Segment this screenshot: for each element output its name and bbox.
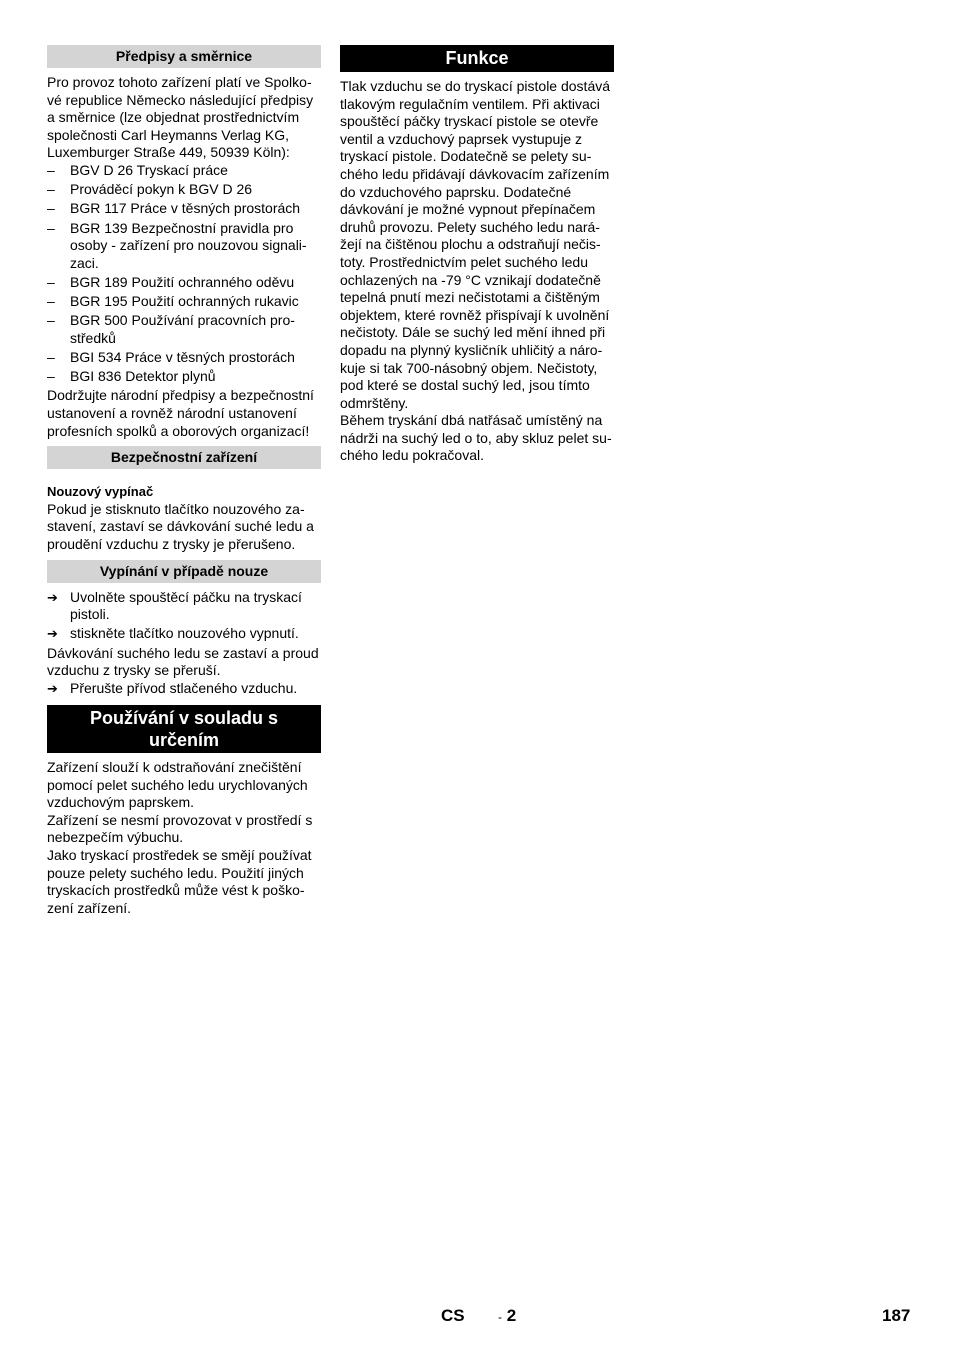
pouzivani-paragraph: Zařízení se nesmí provozovat v prostředí s nebezpečím výbuchu. bbox=[47, 811, 313, 846]
bezpecnostni-text: Pokud je stisknuto tlačítko nouzového zastavení, zastaví se dávkování suché ledu a proudění vzduchu z trysky je přerušeno. bbox=[47, 500, 314, 552]
list-item: – BGR 500 Používání pracovních prostředků bbox=[47, 312, 295, 346]
list-item: – BGI 534 Práce v těsných prostorách bbox=[47, 349, 295, 366]
vypinani-text: Dávkování suchého ledu se zastaví a proud vzduchu z trysky se přeruší. bbox=[47, 644, 319, 679]
pouzivani-paragraph: Zařízení slouží k odstraňování znečištění pomocí pelet suchého ledu urychlovaných vzduchovým paprskem. bbox=[47, 758, 308, 811]
predpisy-list bbox=[47, 162, 321, 386]
list-item: – BGR 195 Použití ochranných rukavic bbox=[47, 293, 299, 310]
section-heading-funkce: Funkce bbox=[340, 45, 614, 72]
vypinani-steps bbox=[47, 589, 321, 643]
list-item: ➔ stiskněte tlačítko nouzového vypnutí. bbox=[47, 625, 299, 642]
section-heading-vypinani: Vypínání v případě nouze bbox=[47, 560, 321, 583]
pouzivani-paragraph: Jako tryskací prostředek se smějí používat pouze pelety suchého ledu. Použití jiných tryskacích prostředků může vést k poškození zařízení. bbox=[47, 846, 312, 916]
right-column bbox=[340, 45, 614, 465]
predpisy-intro: Pro provoz tohoto zařízení platí ve Spolkové republice Německo následující předpisy a směrnice (lze objednat prostřednictvím společnosti Carl Heymanns Verlag KG, Luxemburger Straße 449, 50939 Köln): bbox=[47, 74, 314, 161]
predpisy-outro: Dodržujte národní předpisy a bezpečnostní ustanovení a rovněž národní ustanovení profesních spolků a oborových organizací! bbox=[47, 387, 314, 439]
section-heading-predpisy: Předpisy a směrnice bbox=[47, 45, 321, 68]
list-item: – BGR 189 Použití ochranného oděvu bbox=[47, 273, 295, 290]
footer-page-number: 187 bbox=[882, 1306, 911, 1325]
section-heading-pouzivani: Používání v souladu s určením bbox=[47, 705, 321, 753]
footer-section: - 2 bbox=[498, 1306, 517, 1325]
left-column bbox=[47, 45, 321, 917]
list-item: – BGR 139 Bezpečnostní pravidla pro osoby - zařízení pro nouzovou signalizaci. bbox=[47, 219, 307, 271]
list-item: ➔ Uvolněte spouštěcí páčku na tryskací pistoli. bbox=[47, 588, 302, 623]
arrow-icon: ➔ bbox=[47, 589, 58, 605]
list-item: – BGR 117 Práce v těsných prostorách bbox=[47, 200, 301, 217]
list-item: – Prováděcí pokyn k BGV D 26 bbox=[47, 181, 253, 198]
list-item: ➔ Přerušte přívod stlačeného vzduchu. bbox=[47, 679, 298, 696]
list-item: – BGI 836 Detektor plynů bbox=[47, 368, 216, 385]
arrow-icon: ➔ bbox=[47, 680, 58, 696]
list-item: – BGV D 26 Tryskací práce bbox=[47, 161, 228, 178]
funkce-paragraph: Tlak vzduchu se do tryskací pistole dostává tlakovým regulačním ventilem. Při aktivaci spouštěcí páčky tryskací pistole se otevře ventil a vzduchový paprsek vystupuje z tryskací pistole. Dodatečně se pelety suchého ledu přidávají dávkovacím zařízením do vzduchového paprsku. Dodatečné dávkování je možné vypnout přepínačem druhů provozu. Pelety suchého ledu narážejí na čištěnou plochu a odstraňují nečistoty. Prostřednictvím pelet suchého ledu ochlazených na -79 °C vznikají dodatečně tepelná pnutí mezi nečistotami a čištěným objektem, které rovněž přispívají k uvolnění nečistoty. Dále se suchý led mění ihned při dopadu na plynný kysličník uhličitý a nárokuje si tak 700-násobný objem. Nečistoty, pod které se dostal suchý led, jsou tímto odmrštěny. bbox=[340, 78, 611, 411]
vypinani-step-last bbox=[47, 680, 321, 698]
funkce-paragraph: Během tryskání dbá natřásač umístěný na nádrži na suchý led o to, aby skluz pelet suchého ledu pokračoval. bbox=[340, 412, 612, 464]
arrow-icon: ➔ bbox=[47, 626, 58, 642]
label-nouzovy-vypinac: Nouzový vypínač bbox=[47, 484, 154, 500]
footer-language: CS bbox=[441, 1306, 465, 1325]
section-heading-bezpecnostni: Bezpečnostní zařízení bbox=[47, 446, 321, 469]
